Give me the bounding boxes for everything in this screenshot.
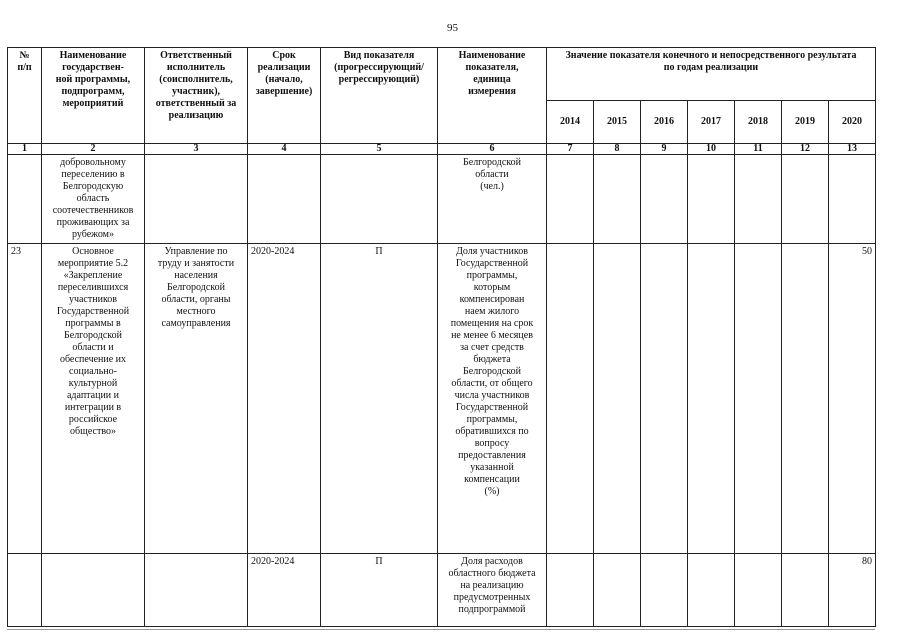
row-term xyxy=(248,155,321,244)
row-executor: Управление по труду и занятости населения Белгородской области, органы местного самоуправления xyxy=(145,244,248,554)
table-row xyxy=(8,554,876,627)
row-number xyxy=(8,155,42,244)
page-bottom-edge xyxy=(7,629,875,630)
page-number: 95 xyxy=(447,22,458,34)
row-indicator-name: Доля расходов областного бюджета на реализацию предусмотренных подпрограммой xyxy=(438,554,547,627)
header-values-group: Значение показателя конечного и непосредственного результата по годам реализации xyxy=(547,48,876,101)
row-value xyxy=(735,554,782,627)
row-number: 23 xyxy=(8,244,42,554)
row-value xyxy=(688,554,735,627)
row-indicator-type xyxy=(321,155,438,244)
column-numbers-row xyxy=(8,144,876,155)
row-value xyxy=(829,155,876,244)
header-indicator-name: Наименование показателя, единица измерения xyxy=(438,48,547,144)
column-number: 9 xyxy=(641,144,688,155)
header-row xyxy=(8,48,876,101)
row-value xyxy=(735,155,782,244)
column-number: 11 xyxy=(735,144,782,155)
row-value: 80 xyxy=(829,554,876,627)
column-number: 7 xyxy=(547,144,594,155)
header-year: 2017 xyxy=(688,101,735,144)
row-value xyxy=(688,244,735,554)
column-number: 12 xyxy=(782,144,829,155)
column-number: 13 xyxy=(829,144,876,155)
row-value xyxy=(641,155,688,244)
row-value xyxy=(782,554,829,627)
header-num: № п/п xyxy=(8,48,42,144)
header-year: 2020 xyxy=(829,101,876,144)
row-program-name: Основное мероприятие 5.2 «Закрепление переселившихся участников Государственной программы в Белгородской области и обеспечение их социально- культурной адаптации и интеграции в российское общество» xyxy=(42,244,145,554)
row-executor xyxy=(145,554,248,627)
header-year: 2014 xyxy=(547,101,594,144)
row-value xyxy=(547,155,594,244)
header-term: Срок реализации (начало, завершение) xyxy=(248,48,321,144)
column-number: 10 xyxy=(688,144,735,155)
column-number: 4 xyxy=(248,144,321,155)
row-value xyxy=(594,155,641,244)
header-program-name: Наименование государствен- ной программы, подпрограмм, мероприятий xyxy=(42,48,145,144)
row-value xyxy=(547,554,594,627)
row-number xyxy=(8,554,42,627)
row-program-name xyxy=(42,554,145,627)
column-number: 5 xyxy=(321,144,438,155)
column-number: 6 xyxy=(438,144,547,155)
row-indicator-name: Доля участников Государственной программы, которым компенсирован наем жилого помещения на срок не менее 6 месяцев за счет средств бюджета Белгородской области, от общего числа участников Государственной программы, обратившихся по вопросу предоставления указанной компенсации (%) xyxy=(438,244,547,554)
row-value xyxy=(641,244,688,554)
row-value xyxy=(641,554,688,627)
row-value xyxy=(594,554,641,627)
header-year: 2016 xyxy=(641,101,688,144)
row-value xyxy=(735,244,782,554)
column-number: 1 xyxy=(8,144,42,155)
row-value xyxy=(547,244,594,554)
row-value xyxy=(782,244,829,554)
row-value xyxy=(594,244,641,554)
row-indicator-name: Белгородской области (чел.) xyxy=(438,155,547,244)
row-term: 2020-2024 xyxy=(248,244,321,554)
header-year: 2015 xyxy=(594,101,641,144)
header-indicator-type: Вид показателя (прогрессирующий/ регрессирующий) xyxy=(321,48,438,144)
column-number: 2 xyxy=(42,144,145,155)
row-value xyxy=(688,155,735,244)
table-row xyxy=(8,155,876,244)
row-indicator-type: П xyxy=(321,244,438,554)
header-year: 2018 xyxy=(735,101,782,144)
row-term: 2020-2024 xyxy=(248,554,321,627)
row-value xyxy=(782,155,829,244)
header-year: 2019 xyxy=(782,101,829,144)
indicators-table xyxy=(7,47,876,627)
column-number: 8 xyxy=(594,144,641,155)
row-program-name: добровольному переселению в Белгородскую область соотечественников проживающих за рубежом» xyxy=(42,155,145,244)
row-value: 50 xyxy=(829,244,876,554)
row-executor xyxy=(145,155,248,244)
row-indicator-type: П xyxy=(321,554,438,627)
table-row xyxy=(8,244,876,554)
header-executor: Ответственный исполнитель (соисполнитель, участник), ответственный за реализацию xyxy=(145,48,248,144)
column-number: 3 xyxy=(145,144,248,155)
